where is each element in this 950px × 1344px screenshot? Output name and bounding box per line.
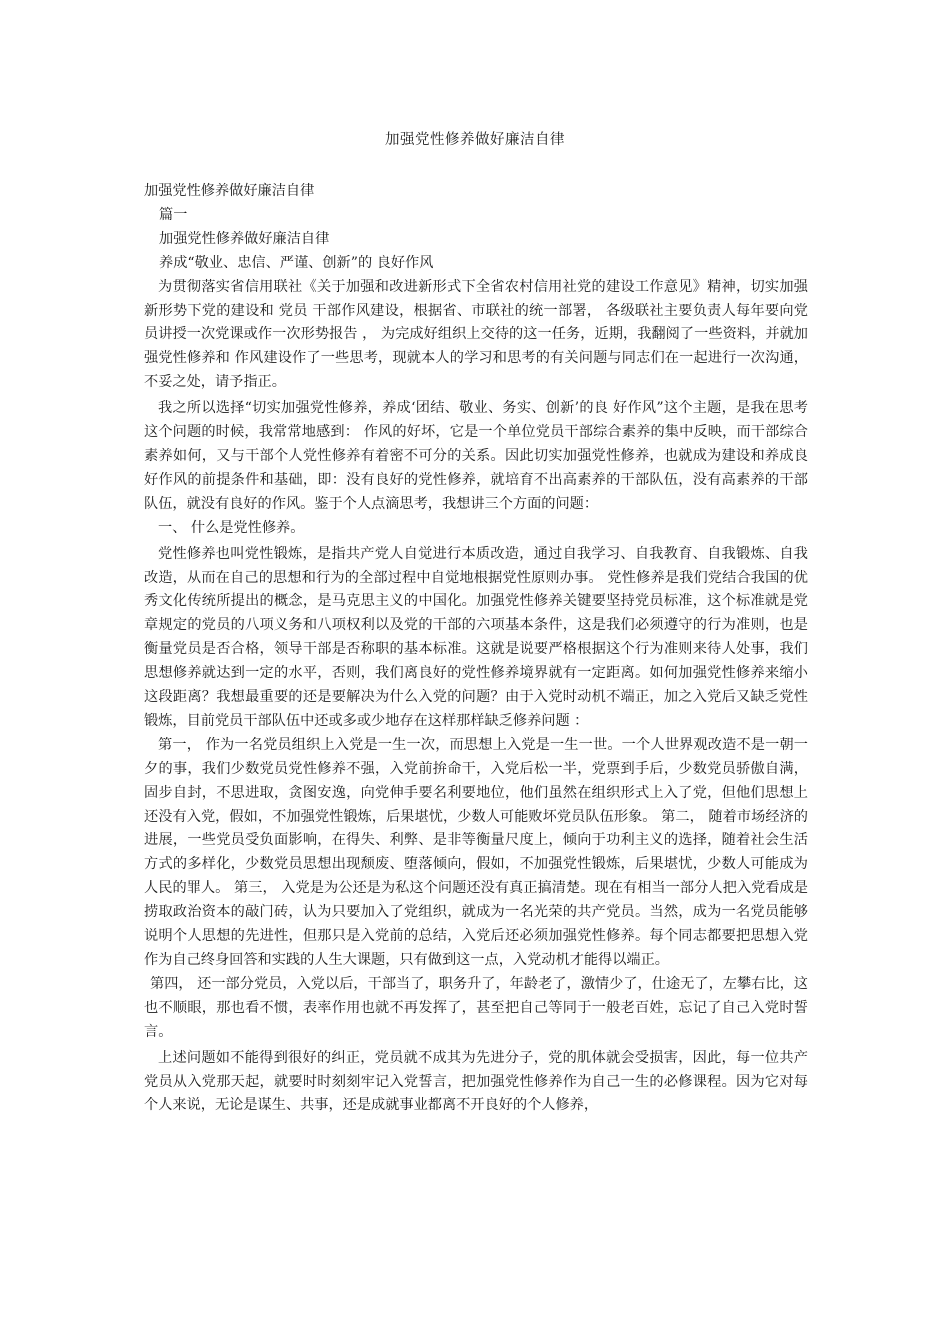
- paragraph-4: 第一， 作为一名党员组织上入党是一生一次，而思想上入党是一生一世。一个人世界观改造不是一朝一夕的事，我们少数党员党性修养不强，入党前拚命干，入党后松一半，党票到手后，少数党员骄傲自满，固步自封，不思进取，贪图安逸，向党伸手要名利要地位，他们虽然在组织形式上入了党，但他们思想上还没有入党，假如，不加强党性锻炼，后果堪忧，少数人可能败坏党员队伍形象。 第二， 随着市场经济的进展，一些党员受负面影响，在得失、利弊、是非等衡量尺度上，倾向于功利主义的选择，随着社会生活方式的多样化，少数党员思想出现颓废、堕落倾向，假如，不加强党性锻炼，后果堪忧，少数人可能成为人民的罪人。 第三， 入党是为公还是为私这个问题还没有真正搞清楚。现在有相当一部分人把入党看成是捞取政治资本的敲门砖，认为只要加入了党组织，就成为一名光荣的共产党员。当然，成为一名党员能够说明个人思想的先进性，但那只是入党前的总结，入党后还必须加强党性修养。每个同志都要把思想入党作为自己终身回答和实践的人生大课题，只有做到这一点，入党动机才能得以端正。: [144, 736, 808, 968]
- subheading: 加强党性修养做好廉洁自律: [159, 230, 330, 247]
- heading: 加强党性修养做好廉洁自律: [144, 183, 315, 199]
- part-label: 篇一: [159, 206, 188, 223]
- paragraph-5: 第四， 还一部分党员，入党以后，干部当了，职务升了，年龄老了，激情少了，仕途无了，左攀右比，这也不顺眼，那也看不惯，表率作用也就不再发挥了，甚至把自己等同于一般老百姓，忘记了自己入党时誓言。: [144, 975, 808, 1040]
- section-heading-1: 一、 什么是党性修养。: [158, 519, 305, 536]
- document-body: [144, 180, 808, 1118]
- paragraph-3: 党性修养也叫党性锻炼，是指共产党人自觉进行本质改造，通过自我学习、自我教育、自我锻炼、自我改造，从而在自己的思想和行为的全部过程中自觉地根据党性原则办事。 党性修养是我们党结合我国的优秀文化传统所提出的概念，是马克思主义的中国化。加强党性修养关键要坚持党员标准，这个标准就是党章规定的党员的八项义务和八项权利以及党的干部的六项基本条件，这是我们必须遵守的行为准则，也是衡量党员是否合格，领导干部是否称职的基本标准。这就是说要严格根据这个行为准则来待人处事，我们思想修养就达到一定的水平，否则，我们离良好的党性修养境界就有一定距离。如何加强党性修养来缩小这段距离？我想最重要的还是要解决为什么入党的问题？由于入党时动机不端正，加之入党后又缺乏党性锻炼，目前党员干部队伍中还或多或少地存在这样那样缺乏修养问题 ：: [144, 545, 808, 729]
- slogan: 养成“敬业、忠信、严谨、创新”的 良好作风: [159, 254, 434, 271]
- paragraph-6: 上述问题如不能得到很好的纠正，党员就不成其为先进分子，党的肌体就会受损害，因此，每一位共产党员从入党那天起，就要时时刻刻牢记入党誓言，把加强党性修养作为自己一生的必修课程。因为它对每个人来说，无论是谋生、共事，还是成就事业都离不开良好的个人修养，: [144, 1049, 808, 1114]
- document-title: 加强党性修养做好廉洁自律: [385, 132, 565, 148]
- paragraph-2: 我之所以选择“切实加强党性修养，养成‘团结、敬业、务实、创新’的良 好作风”这个主题，是我在思考这个问题的时候，我常常地感到： 作风的好坏，它是一个单位党员干部综合素养的集中反映，而干部综合素养如何，又与干部个人党性修养有着密不可分的关系。因此切实加强党性修养，也就成为建设和养成良好作风的前提条件和基础，即：没有良好的党性修养，就培育不出高素养的干部队伍，没有高素养的干部队伍，就没有良好的作风。鉴于个人点滴思考，我想讲三个方面的问题：: [144, 400, 808, 512]
- paragraph-1: 为贯彻落实省信用联社《关于加强和改进新形式下全省农村信用社党的建设工作意见》精神，切实加强新形势下党的建设和 党员 干部作风建设，根据省、市联社的统一部署， 各级联社主要负责人每年要向党员讲授一次党课或作一次形势报告 ， 为完成好组织上交待的这一任务，近期，我翻阅了一些资料，并就加强党性修养和 作风建设作了一些思考，现就本人的学习和思考的有关问题与同志们在一起进行一次沟通，不妥之处，请予指正。: [144, 278, 808, 391]
